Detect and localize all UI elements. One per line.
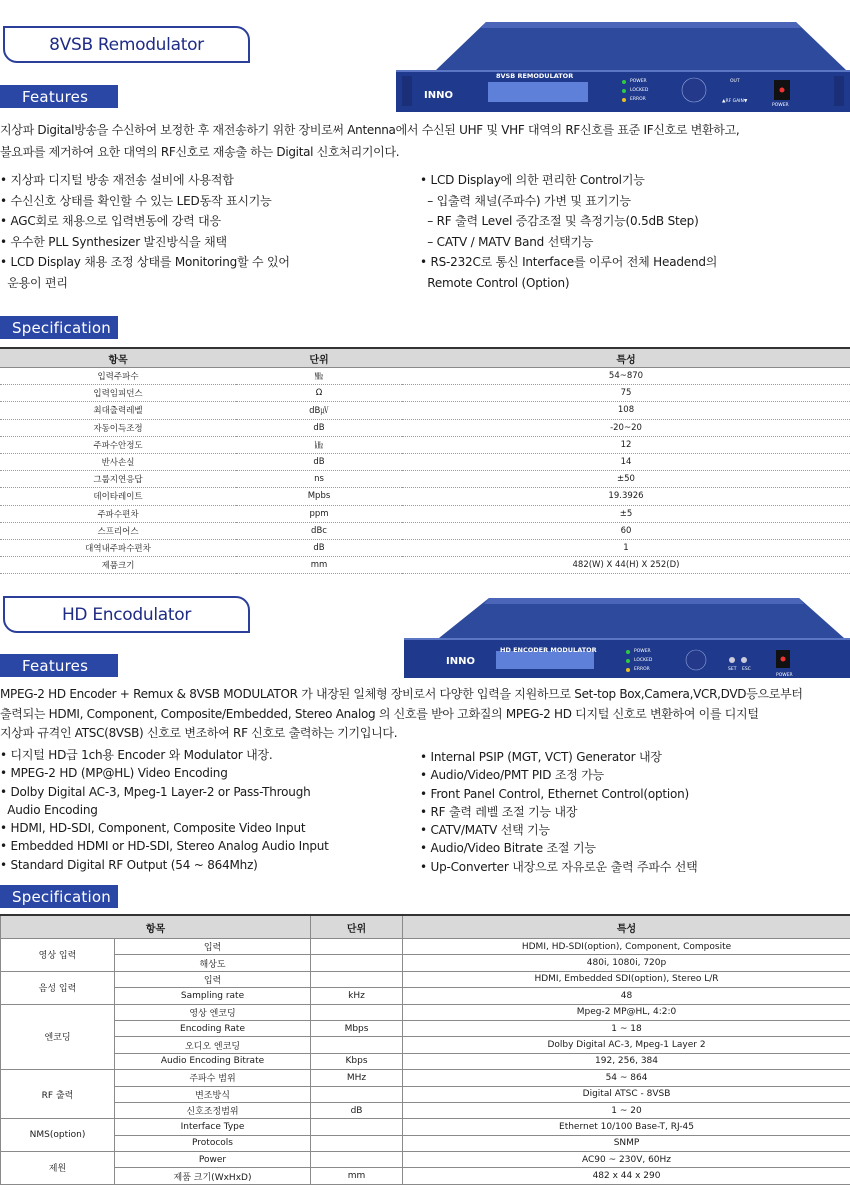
cell-unit: MHz <box>311 1070 403 1086</box>
col-header-item: 항목 <box>0 348 236 368</box>
remodulator-brand-logo: INNO <box>424 90 453 101</box>
cell-item: 입력임피던스 <box>0 385 236 402</box>
cell-item: 입력 <box>115 939 311 955</box>
table-row <box>0 471 850 488</box>
cell-item: 입력 <box>115 971 311 987</box>
table-row <box>1 955 850 971</box>
cell-unit <box>311 1086 403 1102</box>
feature-item: • Audio/Video/PMT PID 조정 가능 <box>420 768 605 783</box>
cell-unit: ㎒ <box>236 368 402 385</box>
cell-value: 1 <box>402 539 850 556</box>
table-row <box>0 436 850 453</box>
description-line: 지상파 Digital방송을 수신하여 보정한 후 재전송하기 위한 장비로써 Antenna에서 수신된 UHF 및 VHF 대역의 RF신호를 표준 IF신호로 변환하고, <box>0 123 740 137</box>
feature-item: • Dolby Digital AC-3, Mpeg-1 Layer-2 or Pass-Through <box>0 784 311 799</box>
feature-item: • Front Panel Control, Ethernet Control(option) <box>420 786 690 801</box>
description-line: MPEG-2 HD Encoder + Remux & 8VSB MODULATOR 가 내장된 일체형 장비로서 다양한 입력을 지원하므로 Set-top Box,Camera,VCR,DVD등으로부터 <box>0 687 803 701</box>
table-row <box>1 939 850 955</box>
cell-value: Dolby Digital AC-3, Mpeg-1 Layer 2 <box>403 1037 850 1053</box>
feature-item: • Embedded HDMI or HD-SDI, Stereo Analog Audio Input <box>0 839 329 854</box>
cell-value: HDMI, Embedded SDI(option), Stereo L/R <box>403 971 850 987</box>
description-line: 지상파 규격인 ATSC(8VSB) 신호로 변조하여 RF 신호로 출력하는 기기입니다. <box>0 726 398 740</box>
col-header-value: 특성 <box>403 915 850 939</box>
cell-value: 54~870 <box>402 368 850 385</box>
cell-item: 데이타레이트 <box>0 488 236 505</box>
cell-unit: dB㎶ <box>236 402 402 419</box>
remodulator-model-label: 8VSB REMODULATOR <box>496 72 574 80</box>
section2-title: HD Encodulator <box>3 596 250 633</box>
feature-item: • 우수한 PLL Synthesizer 발진방식을 채택 <box>0 234 227 249</box>
table-row <box>0 385 850 402</box>
cell-unit: kHz <box>311 988 403 1004</box>
cell-value: Digital ATSC - 8VSB <box>403 1086 850 1102</box>
led-error-label: ERROR <box>630 97 646 102</box>
col-header-value: 특성 <box>402 348 850 368</box>
cell-item: Sampling rate <box>115 988 311 1004</box>
power-switch-label: POWER <box>772 103 789 108</box>
feature-item: – RF 출력 Level 증감조절 및 측정기능(0.5dB Step) <box>420 214 699 228</box>
section1-features-label: Features <box>0 85 118 108</box>
feature-item: • LCD Display 채용 조정 상태를 Monitoring할 수 있어 <box>0 255 290 269</box>
cell-value: ±50 <box>402 471 850 488</box>
cell-unit: mm <box>311 1168 403 1184</box>
cell-value: Mpeg-2 MP@HL, 4:2:0 <box>403 1004 850 1020</box>
cell-unit <box>311 1152 403 1168</box>
feature-item: Remote Control (Option) <box>420 275 570 290</box>
table-row <box>1 1070 850 1086</box>
feature-item: • Up-Converter 내장으로 자유로운 출력 주파수 선택 <box>420 859 698 874</box>
cell-unit <box>311 1135 403 1151</box>
cell-item: 반사손실 <box>0 453 236 470</box>
cell-unit: ㎑ <box>236 436 402 453</box>
table-row <box>0 557 850 574</box>
cell-unit: Mpbs <box>236 488 402 505</box>
cell-unit: dB <box>311 1102 403 1118</box>
cell-value: 14 <box>402 453 850 470</box>
table-row <box>0 453 850 470</box>
cell-unit <box>311 1119 403 1135</box>
cell-unit: ppm <box>236 505 402 522</box>
cell-item: 오디오 엔코딩 <box>115 1037 311 1053</box>
col-header-unit: 단위 <box>311 915 403 939</box>
table-row <box>0 522 850 539</box>
feature-item: • 디지털 HD급 1ch용 Encoder 와 Modulator 내장. <box>0 748 273 762</box>
cell-item: 스프리어스 <box>0 522 236 539</box>
cell-value: 480i, 1080i, 720p <box>403 955 850 971</box>
section1-spec-label: Specification <box>0 316 118 339</box>
cell-item: 대역내주파수편차 <box>0 539 236 556</box>
cell-value: ±5 <box>402 505 850 522</box>
cell-item: 자동이득조정 <box>0 419 236 436</box>
cell-item: Power <box>115 1152 311 1168</box>
cell-item: Interface Type <box>115 1119 311 1135</box>
cell-unit: dB <box>236 453 402 470</box>
table-row <box>1 971 850 987</box>
section1-title: 8VSB Remodulator <box>3 26 250 63</box>
cell-value: SNMP <box>403 1135 850 1151</box>
cell-item: Audio Encoding Bitrate <box>115 1053 311 1069</box>
cell-value: -20~20 <box>402 419 850 436</box>
cell-value: 12 <box>402 436 850 453</box>
section1-features-left <box>0 170 290 293</box>
table-row <box>1 988 850 1004</box>
section2-features-right <box>420 748 698 876</box>
section2-features-label: Features <box>0 654 118 677</box>
feature-item: • AGC회로 채용으로 입력변동에 강력 대응 <box>0 214 221 228</box>
table-row <box>0 539 850 556</box>
encodulator-model-label: HD ENCODER MODULATOR <box>500 646 597 654</box>
section1-features-right <box>420 170 717 293</box>
table-row <box>1 1086 850 1102</box>
set-label: SET <box>728 667 737 672</box>
col-header-unit: 단위 <box>236 348 402 368</box>
cell-item: 그룹지연응답 <box>0 471 236 488</box>
cell-group: 음성 입력 <box>1 971 115 1004</box>
cell-unit <box>311 1037 403 1053</box>
table-header-row <box>1 915 850 939</box>
cell-group: 제원 <box>1 1152 115 1185</box>
feature-item: • Audio/Video Bitrate 조절 기능 <box>420 841 596 856</box>
table-row <box>1 1152 850 1168</box>
encodulator-spec-table <box>0 914 850 1185</box>
section2-description <box>0 685 803 744</box>
feature-item: • 수신신호 상태를 확인할 수 있는 LED동작 표시기능 <box>0 193 272 208</box>
cell-unit: Kbps <box>311 1053 403 1069</box>
table-row <box>1 1037 850 1053</box>
cell-item: 최대출력레벨 <box>0 402 236 419</box>
cell-item: 영상 엔코딩 <box>115 1004 311 1020</box>
description-line: 불요파를 제거하여 요한 대역의 RF신호로 재송출 하는 Digital 신호처리기이다. <box>0 145 400 159</box>
cell-value: 482(W) X 44(H) X 252(D) <box>402 557 850 574</box>
cell-item: Encoding Rate <box>115 1020 311 1036</box>
cell-item: 신호조정범위 <box>115 1102 311 1118</box>
cell-value: 48 <box>403 988 850 1004</box>
cell-unit: dBc <box>236 522 402 539</box>
section1-description <box>0 119 739 163</box>
cell-group: 영상 입력 <box>1 939 115 972</box>
table-row <box>1 1020 850 1036</box>
remodulator-device-image <box>396 20 850 116</box>
cell-value: 1 ~ 18 <box>403 1020 850 1036</box>
cell-value: 482 x 44 x 290 <box>403 1168 850 1184</box>
description-line: 출력되는 HDMI, Component, Composite/Embedded, Stereo Analog 의 신호를 받아 고화질의 MPEG-2 HD 디지털 신호로 변환하여 이를 디지털 <box>0 706 759 721</box>
led-locked-label: LOCKED <box>630 88 649 93</box>
cell-item: 변조방식 <box>115 1086 311 1102</box>
table-row <box>0 402 850 419</box>
feature-item: 운용이 편리 <box>0 275 68 290</box>
cell-value: AC90 ~ 230V, 60Hz <box>403 1152 850 1168</box>
feature-item: • 지상파 디지털 방송 재전송 설비에 사용적합 <box>0 173 234 187</box>
feature-item: • Standard Digital RF Output (54 ~ 864Mhz) <box>0 857 258 872</box>
led-power-label: POWER <box>634 649 651 654</box>
cell-unit <box>311 971 403 987</box>
rf-gain-label: ▲RF GAIN▼ <box>722 99 748 104</box>
led-locked-label: LOCKED <box>634 658 653 663</box>
feature-item: • RS-232C로 통신 Interface를 이루어 전체 Headend의 <box>420 255 718 269</box>
cell-value: 75 <box>402 385 850 402</box>
cell-item: 제품 크기(WxHxD) <box>115 1168 311 1184</box>
cell-value: 54 ~ 864 <box>403 1070 850 1086</box>
feature-item: • MPEG-2 HD (MP@HL) Video Encoding <box>0 766 228 781</box>
cell-unit: ns <box>236 471 402 488</box>
cell-item: 주파수편차 <box>0 505 236 522</box>
cell-group: RF 출력 <box>1 1070 115 1119</box>
cell-unit: dB <box>236 419 402 436</box>
section2-features-left <box>0 746 329 874</box>
section2-spec-label: Specification <box>0 885 118 908</box>
table-row <box>0 488 850 505</box>
encodulator-brand-logo: INNO <box>446 656 475 667</box>
cell-unit: dB <box>236 539 402 556</box>
feature-item: Audio Encoding <box>0 802 98 817</box>
cell-value: 1 ~ 20 <box>403 1102 850 1118</box>
table-row <box>1 1053 850 1069</box>
feature-item: – 입출력 채널(주파수) 가변 및 표기기능 <box>420 193 631 208</box>
cell-value: 108 <box>402 402 850 419</box>
cell-item: 제품크기 <box>0 557 236 574</box>
esc-label: ESC <box>742 667 751 672</box>
cell-unit: Ω <box>236 385 402 402</box>
feature-item: • LCD Display에 의한 편리한 Control기능 <box>420 173 645 187</box>
table-row <box>1 1119 850 1135</box>
feature-item: • RF 출력 레벨 조절 기능 내장 <box>420 804 578 819</box>
cell-unit: Mbps <box>311 1020 403 1036</box>
cell-item: 해상도 <box>115 955 311 971</box>
col-header-item: 항목 <box>1 915 311 939</box>
table-row <box>1 1004 850 1020</box>
cell-value: HDMI, HD-SDI(option), Component, Composite <box>403 939 850 955</box>
feature-item: • CATV/MATV 선택 기능 <box>420 823 550 838</box>
cell-value: 19.3926 <box>402 488 850 505</box>
cell-group: NMS(option) <box>1 1119 115 1152</box>
led-error-label: ERROR <box>634 667 650 672</box>
table-row <box>1 1135 850 1151</box>
cell-unit <box>311 939 403 955</box>
table-row <box>0 505 850 522</box>
led-power-label: POWER <box>630 79 647 84</box>
table-row <box>1 1168 850 1184</box>
cell-item: 주파수안정도 <box>0 436 236 453</box>
table-row <box>0 419 850 436</box>
feature-item: • Internal PSIP (MGT, VCT) Generator 내장 <box>420 750 662 764</box>
feature-item: • HDMI, HD-SDI, Component, Composite Video Input <box>0 821 306 836</box>
power-switch-label: POWER <box>776 673 793 678</box>
cell-unit <box>311 1004 403 1020</box>
table-header-row <box>0 348 850 368</box>
out-label: OUT <box>730 79 740 84</box>
cell-value: 60 <box>402 522 850 539</box>
feature-item: – CATV / MATV Band 선택기능 <box>420 234 594 249</box>
cell-group: 엔코딩 <box>1 1004 115 1070</box>
table-row <box>1 1102 850 1118</box>
table-row <box>0 368 850 385</box>
cell-value: Ethernet 10/100 Base-T, RJ-45 <box>403 1119 850 1135</box>
cell-unit <box>311 955 403 971</box>
cell-value: 192, 256, 384 <box>403 1053 850 1069</box>
cell-unit: mm <box>236 557 402 574</box>
cell-item: 입력주파수 <box>0 368 236 385</box>
cell-item: 주파수 범위 <box>115 1070 311 1086</box>
remodulator-spec-table <box>0 347 850 574</box>
cell-item: Protocols <box>115 1135 311 1151</box>
